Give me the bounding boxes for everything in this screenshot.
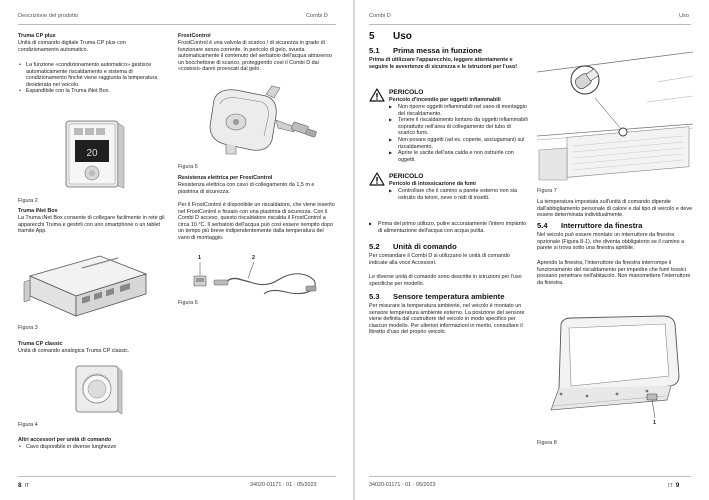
- cp-classic-text: Unità di comando analogica Truma CP classic.: [18, 348, 130, 354]
- frostcontrol-text: FrostControl è una valvola di scarico / di sicurezza in grado di funzionare senza corrente. In pericolo di gelo, svuota automaticamente il contenuto del serbatoio dell'acqua attraverso un bocchettone di scarico, proteggendo così il Combi D dai «costosi» danni provocati dal gelo.: [178, 40, 332, 73]
- right-page: [355, 0, 709, 500]
- chapter-number: 5: [369, 31, 375, 42]
- left-footer-page: [18, 482, 29, 489]
- section-5-4-number: 5.4: [537, 221, 548, 230]
- right-footer-doc: 34020-01171 · 01 · 05/2023: [369, 482, 436, 488]
- heater-text: Resistenza elettrica con cavo di collegamento da 1,5 m e piastrina di sicurezza.: [178, 182, 315, 195]
- frostcontrol-figure: [196, 82, 326, 158]
- figure-7-text: La temperatura impostata sull'unità di comando dipende dall'abbigliamento personale di calore e dal tipo di veicolo e deve essere determinata individualmente.: [537, 199, 693, 219]
- danger-2-list: [389, 188, 525, 201]
- cp-plus-text: Unità di comando digitale Truma CP plus con condizionamento automatico.: [18, 40, 126, 53]
- danger-1-item-2: ▶ Tenere il riscaldamento lontano da oggetti infiammabili soprattutto nell'area di collegamento del tubo di scarico fumi.: [389, 117, 529, 137]
- inet-text: La Truma iNet Box consente di collegare facilmente in rete gli apparecchi Truma e gestirli con uno smartphone o un tablet tramite App.: [18, 215, 165, 235]
- left-footer-rule: [18, 476, 336, 477]
- danger-1-label: PERICOLO: [389, 89, 424, 96]
- inet-title: Truma iNet Box: [18, 208, 58, 214]
- section-5-2-text-2: Le diverse unità di comando sono descritte in istruzioni per l'uso specifiche per modello.: [369, 274, 522, 287]
- section-5-4-text-2: Aprendo la finestra, l'interruttore da finestra interrompe il funzionamento del riscaldamento per impedire che fumi tossici possano penetrare nell'abitacolo. Non manomettere l'interruttore da finestra.: [537, 260, 691, 286]
- cp-plus-panel-figure: [60, 118, 132, 194]
- danger-1-item-3: ▶ Non posare oggetti (ad es. coperte, asciugamani) sul riscaldamento.: [389, 137, 529, 150]
- section-5-3-number: 5.3: [369, 292, 380, 301]
- cp-plus-bullets: [18, 62, 168, 95]
- window-switch-figure: [547, 314, 687, 424]
- right-footer-rule: [369, 476, 691, 477]
- accessories-bullets: [18, 444, 168, 451]
- figure-6-caption: Figura 6: [178, 300, 198, 306]
- figure-8-callout-1: 1: [653, 420, 656, 426]
- figure-7-caption: Figura 7: [537, 188, 557, 194]
- danger-1-item-4: ▶ Aprire le uscite dell'aria calda e non ostruirle con oggetti.: [389, 150, 529, 163]
- right-header-right: Uso: [679, 13, 689, 19]
- danger-2-title: Pericolo di intossicazione da fumi: [389, 181, 476, 187]
- section-5-2-number: 5.2: [369, 242, 380, 251]
- figure-3-caption: Figura 3: [18, 325, 38, 331]
- first-use-list: [369, 221, 527, 234]
- right-header: Combi D: [369, 13, 391, 19]
- danger-warning-icon: [369, 88, 385, 102]
- section-5-1-number: 5.1: [369, 46, 380, 55]
- left-header: Descrizione del prodotto: [18, 13, 79, 19]
- figure-5-caption: Figura 5: [178, 164, 198, 170]
- right-footer-page: [668, 482, 679, 489]
- cp-plus-display: 20: [86, 148, 98, 159]
- cp-plus-title: Truma CP plus: [18, 33, 56, 39]
- accessories-title: Altri accessori per unità di comando: [18, 437, 112, 443]
- figure-6-callout-1: 1: [198, 255, 201, 261]
- section-5-3-text: Per misurare la temperatura ambiente, nel veicolo è montato un sensore temperatura ambiente esterno. La posizione del sensore viene definita dal costruttore del veicolo in modo specifico per ciascun modello. Per ulteriori informazioni in merito, consultare il libretto d'uso del proprio veicolo.: [369, 303, 525, 336]
- danger-1-item-1: ▶ Non riporre oggetti infiammabili nel vano di montaggio del riscaldamento.: [389, 104, 529, 117]
- cp-classic-title: Truma CP classic: [18, 341, 63, 347]
- section-5-1-title: Prima messa in funzione: [393, 46, 483, 55]
- room-sensor-figure: [537, 32, 693, 182]
- danger-2-label: PERICOLO: [389, 173, 424, 180]
- accessories-bullet-1: • Cavo disponibile in diverse lunghezze: [18, 444, 168, 451]
- figure-8-caption: Figura 8: [537, 440, 557, 446]
- left-footer-doc: 34020-01171 · 01 · 05/2023: [250, 482, 317, 488]
- section-5-4-title: Interruttore da finestra: [561, 221, 643, 230]
- danger-2-item-1: ▶ Controllare che il camino a parete esterno non sia ostruito da teloni, neve o nidi di insetti.: [389, 188, 525, 201]
- heater-figure: [186, 262, 326, 300]
- danger-1-list: [389, 104, 529, 163]
- section-5-2-title: Unità di comando: [393, 242, 457, 251]
- figure-2-caption: Figura 2: [18, 198, 38, 204]
- right-footer-lang: IT: [668, 483, 673, 489]
- chapter-title: Uso: [393, 31, 412, 42]
- cp-classic-figure: [70, 362, 126, 418]
- heater-title: Resistenza elettrica per FrostControl: [178, 175, 273, 181]
- left-footer-page-number: 8: [18, 482, 22, 489]
- first-use-item: ▶ Prima del primo utilizzo, pulire accuratamente l'intero impianto di alimentazione dell'acqua con acqua pulita.: [369, 221, 527, 234]
- left-page: [0, 0, 354, 500]
- danger-warning-icon: [369, 172, 385, 186]
- cp-plus-bullet-2: • Espandibile con la Truma iNet Box.: [18, 88, 168, 95]
- left-header-right: Combi D: [306, 13, 328, 19]
- right-header-rule: [369, 24, 691, 25]
- heater-text-2: Per il FrostControl è disponibile un riscaldatore, che viene inserito nel FrostControl e fissato con una piastrina di sicurezza. Con il Combi D acceso, questo riscaldatore riscalda il FrostControl a circa 10 °C. Il serbatoio dell'acqua può così essere riempito dopo un tempo più breve indipendentemente dalla temperatura del vano di montaggio.: [178, 202, 335, 241]
- danger-1-title: Pericolo d'incendio per oggetti infiammabili: [389, 97, 501, 103]
- inet-box-figure: [22, 244, 152, 322]
- figure-4-caption: Figura 4: [18, 422, 38, 428]
- right-footer-page-number: 9: [675, 482, 680, 489]
- left-footer-lang: IT: [24, 483, 30, 489]
- section-5-1-text: Prima di utilizzare l'apparecchio, leggere attentamente e seguire le avvertenze di sicurezza e le istruzioni per l'uso!: [369, 57, 518, 70]
- section-5-4-text-1: Nel veicolo può essere montato un interruttore da finestra opzionale (Figura 8-1), che diventa obbligatorio se il camino a parete si trova sotto una finestra apribile.: [537, 232, 685, 252]
- cp-plus-bullet-1: • La funzione «condizionamento automatico» gestisce automaticamente riscaldamento e sistema di condizionamento finché viene raggiunta la temperatura desiderata nel veicolo.: [18, 62, 168, 88]
- frostcontrol-title: FrostControl: [178, 33, 211, 39]
- section-5-2-text-1: Per comandare il Combi D si utilizzano le unità di comando indicate alla voce Accessori.: [369, 253, 510, 266]
- figure-6-callout-2: 2: [252, 255, 255, 261]
- section-5-3-title: Sensore temperatura ambiente: [393, 292, 505, 301]
- left-header-rule: [18, 24, 336, 25]
